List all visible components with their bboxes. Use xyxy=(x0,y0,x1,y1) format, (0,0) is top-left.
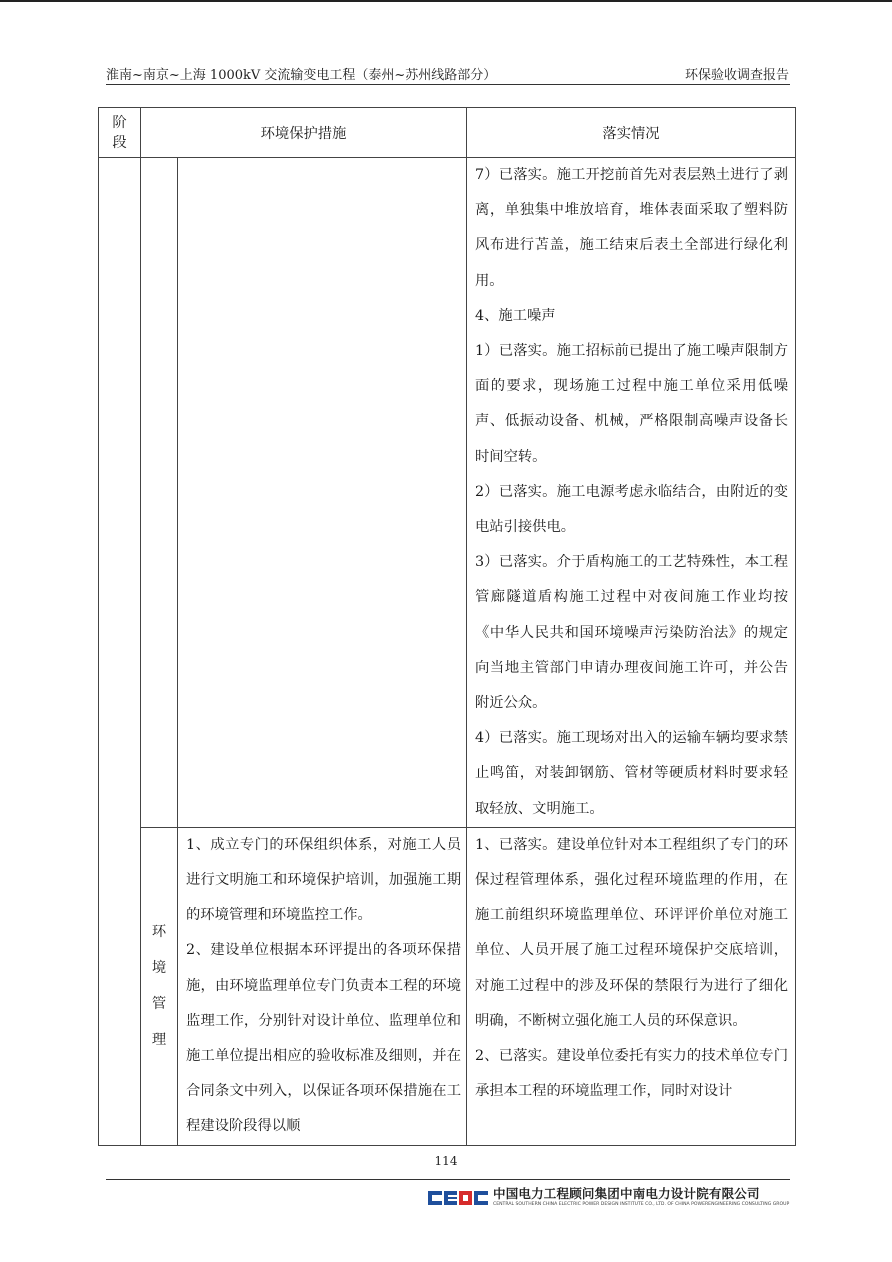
impl-paragraph: 1、已落实。建设单位针对本工程组织了专门的环保过程管理体系，强化过程环境监理的作用，在施工前组织环境监理单位、环评评价单位对施工单位、人员开展了施工过程环境保护交底培训，对施工过程中的涉及环保的禁限行为进行了细化明确，不断树立强化施工人员的环保意识。 xyxy=(475,836,788,1029)
company-name-cn: 中国电力工程顾问集团中南电力设计院有限公司 xyxy=(493,1186,760,1201)
measure-paragraph: 1、成立专门的环保组织体系，对施工人员进行文明施工和环境保护培训，加强施工期的环境管理和环境监控工作。 xyxy=(186,836,461,924)
impl-paragraph: 1）已落实。施工招标前已提出了施工噪声限制方面的要求，现场施工过程中施工单位采用低噪声、低振动设备、机械，严格限制高噪声设备长时间空转。 xyxy=(475,343,788,465)
col-header-implementation: 落实情况 xyxy=(467,108,796,158)
measures-table xyxy=(98,107,796,1146)
implementation-cell xyxy=(467,827,796,1145)
measure-paragraph: 2、建设单位根据本环评提出的各项环保措施，由环境监理单位专门负责本工程的环境监理工作，分别针对设计单位、监理单位和施工单位提出相应的验收标准及细则，并在合同条文中列入，以保证各项环保措施在工程建设阶段得以顺 xyxy=(186,942,461,1135)
implementation-cell xyxy=(467,158,796,828)
company-name-en: CENTRAL SOUTHERN CHINA ELECTRIC POWER DESIGN INSTITUTE CO., LTD. OF CHINA POWERENGINEERING CONSULTING GROUP xyxy=(493,1202,790,1207)
category-cell-empty xyxy=(141,158,178,828)
impl-paragraph: 2、已落实。建设单位委托有实力的技术单位专门承担本工程的环境监理工作，同时对设计 xyxy=(475,1048,788,1100)
col-header-stage: 阶 段 xyxy=(99,108,141,158)
table-row xyxy=(99,827,796,1145)
impl-paragraph: 2）已落实。施工电源考虑永临结合，由附近的变电站引接供电。 xyxy=(475,483,788,536)
table-row xyxy=(99,158,796,828)
stage-cell xyxy=(99,158,141,1146)
measures-cell-empty xyxy=(178,158,467,828)
header-report-title: 环保验收调查报告 xyxy=(684,68,789,83)
table-header-row xyxy=(99,108,796,158)
impl-paragraph: 3）已落实。介于盾构施工的工艺特殊性，本工程管廊隧道盾构施工过程中对夜间施工作业均按《中华人民共和国环境噪声污染防治法》的规定向当地主管部门申请办理夜间施工许可，并公告附近公众。 xyxy=(475,554,788,712)
impl-subheading: 4、施工噪声 xyxy=(475,307,556,324)
top-border-rule xyxy=(0,0,892,2)
page-number: 114 xyxy=(434,1154,458,1168)
company-logo xyxy=(428,1184,790,1214)
category-cell-env-management: 环 境 管 理 xyxy=(141,827,178,1145)
footer-rule xyxy=(106,1179,790,1180)
col-header-measures: 环境保护措施 xyxy=(141,108,467,158)
measures-cell xyxy=(178,827,467,1145)
header-rule xyxy=(106,84,790,85)
page-header xyxy=(106,64,789,84)
cedc-logo-icon xyxy=(428,1186,488,1210)
impl-paragraph: 7）已落实。施工开挖前首先对表层熟土进行了剥离，单独集中堆放培育，堆体表面采取了塑料防风布进行苫盖，施工结束后表土全部进行绿化利用。 xyxy=(475,167,788,289)
impl-paragraph: 4）已落实。施工现场对出入的运输车辆均要求禁止鸣笛，对装卸钢筋、管材等硬质材料时要求轻取轻放、文明施工。 xyxy=(475,730,788,817)
header-project-title: 淮南~南京~上海 1000kV 交流输变电工程（泰州~苏州线路部分） xyxy=(106,68,497,83)
